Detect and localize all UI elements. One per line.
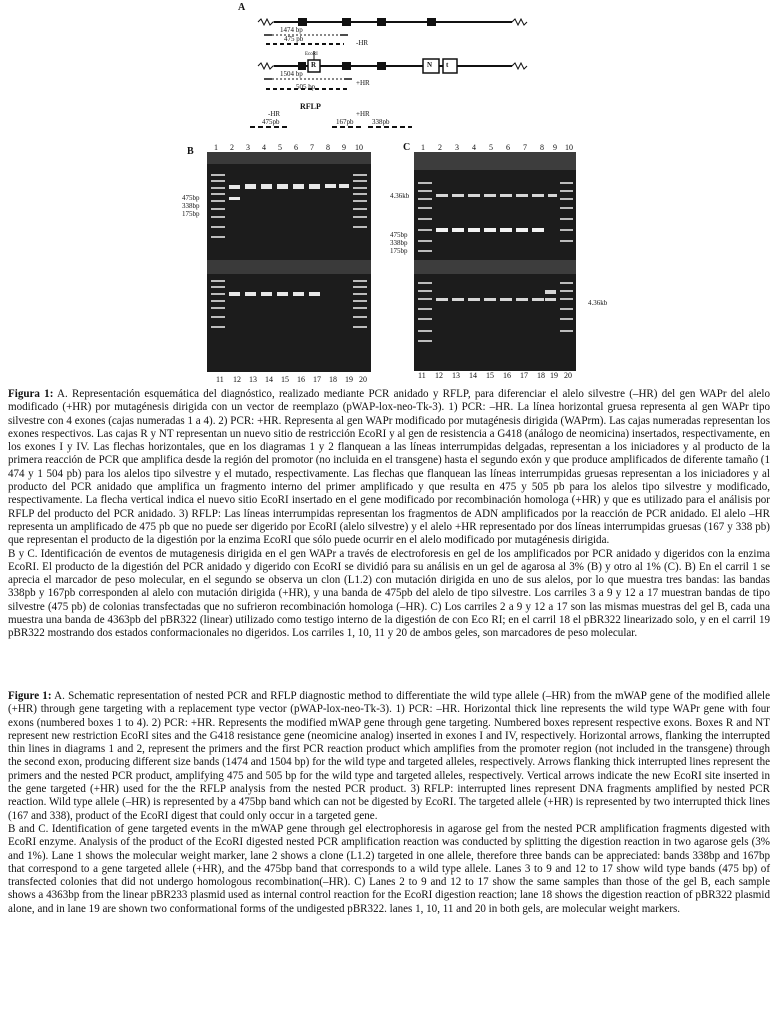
lane-number: 7: [523, 143, 527, 152]
exon-box-4: [427, 18, 436, 26]
caption-es-text-1: A. Representación esquemática del diagnóstico, realizado mediante PCR anidado y RFLP, para diferenciar el alelo silvestre (–HR) del gen WAPr del alelo modificado (+HR) por mutagénesis dirigida con un vector de reemplazo (pWAP-lox-neo-Tk-3). 1) PCR: –HR. La línea horizontal gruesa representa al gen WAPr tipo silvestre con 4 exones (cajas numeradas 1 a 4). 2) PCR: +HR. Representa al gen WAPr modificado por mutagénesis dirigida (WAPrm). Las cajas numeradas representan los exones respectivos. Las cajas R y NT representan un nuevo sitio de restricción EcoRI y al gen de resistencia a G418 (análogo de neomicina) insertados, respectivamente, en los exones I y IV. Las flechas horizontales, que en los diagramas 1 y 2 flanquean a las líneas interrumpidas delgadas, representan a los iniciadores y al producto de la primera reacción de PCR que amplifica desde la región del promotor (no incluida en el transgene) hasta el segundo exón y que produce amplificados de diferente tamaño (1 474 y 1 504 pb) para los alelos tipo silvestre y el mutado, respectivamente. Las flechas que flanquean las líneas interrumpidas gruesas representan a los iniciadores y al producto del PCR anidado que amplifica un fragmento interno del primer amplificado y que resulta en 475 y 505 pb para los alelos tipo silvestre y modificado, respectivamente. La flecha vertical indica el nuevo sitio EcoRI insertado en el gene modificado por recombinación homologa (+HR) y que es utilizado para el análisis por RFLP del producto del PCR anidado. 3) RFLP: Las líneas interrumpidas representan los fragmentos de ADN amplificados por la reacción de PCR anidado. El alelo –HR representa un amplificado de 475 pb que no puede ser digerido por EcoRI (alelo silvestre) y el alelo +HR representado por dos líneas interrumpidas gruesas (167 y 338 pb) que representan el producto de la digestión por la enzima EcoRI que sólo puede ocurrir en el alelo modificado por mutagénesis dirigida.: [8, 388, 771, 547]
lane-number: 12: [233, 375, 241, 384]
exon-box-3: [377, 62, 386, 70]
gel-c-marker-338: 338bp: [390, 239, 408, 247]
gel-b-marker-475: 475bp: [182, 194, 200, 202]
gel-b-marker-338: 338bp: [182, 202, 200, 210]
exon-box-2: [342, 18, 351, 26]
caption-es-label: Figura 1:: [8, 388, 54, 400]
caption-es-paragraph-2: B y C. Identificación de eventos de mutagenesis dirigida en el gen WAPr a través de electroforesis en gel de los amplificados por PCR anidado y digeridos con la enzima EcoRI. El producto de la digestión del PCR anidado y digerido con EcoRI se dividió para su análisis en un gel de agarosa al 3% (B) y otro al 1% (C). B) En el carril 1 se aprecia el marcador de peso molecular, en el segundo se observa un clon (L1.2) con mutación dirigida en uno de sus alelos, por lo que muestra tres bandas: las bandas 338pb y 167pb corresponden al alelo con mutación dirigida (+HR), y una banda de 475pb del alelo de tipo silvestre. Los carriles 3 a 9 y 12 a 17 muestran bandas de tipo silvestre (475 pb) de colonias transfectadas que no sufrieron recombinación homologa (–HR). C) Los carriles 2 a 9 y 12 a 17 son las mismas muestras del gel B, cada una muestra una banda de 4363pb del pBR322 (linear) utilizado como testigo interno de la digestión de con Eco RI; en el carril 18 el pBR322 linearizado solo, y en el carril 19 pBR322 mostrando dos estados conformacionales no digeridos. Los carriles 1, 10, 11 y 20 de ambos geles, son marcadores de peso molecular.: [8, 547, 770, 640]
caption-english: [8, 690, 770, 916]
lane-number: 13: [452, 371, 460, 380]
lane-number: 16: [503, 371, 511, 380]
wildtype-gene-line: [258, 18, 527, 26]
lane-number: 18: [329, 375, 337, 384]
exon-box-1: [298, 18, 307, 26]
lane-number: 15: [281, 375, 289, 384]
lane-number: 10: [355, 143, 363, 152]
gel-c-image: [414, 152, 576, 371]
rflp-minus-bp: 475pb: [262, 118, 280, 126]
lane-number: 8: [326, 143, 330, 152]
rflp-plus-bp1: 167pb: [336, 118, 354, 126]
caption-es-paragraph-1: [8, 388, 770, 548]
rflp-plus-hr: +HR: [356, 110, 370, 118]
rflp-title: RFLP: [300, 102, 321, 111]
lane-number: 17: [313, 375, 321, 384]
hr-minus-bp2: 475 pb: [284, 35, 304, 43]
rflp-plus-bp2: 338pb: [372, 118, 390, 126]
lane-number: 16: [297, 375, 305, 384]
panel-label-a: A: [238, 2, 246, 13]
rflp-minus-hr: -HR: [268, 110, 281, 118]
lane-number: 6: [506, 143, 510, 152]
box-n-label: N: [427, 61, 433, 69]
lane-number: 6: [294, 143, 298, 152]
lane-number: 12: [435, 371, 443, 380]
exon-box-1: [298, 62, 306, 70]
lane-number: 3: [455, 143, 459, 152]
lane-number: 1: [421, 143, 425, 152]
gel-c-marker-175: 175bp: [390, 247, 408, 255]
lane-number: 7: [310, 143, 314, 152]
lane-number: 13: [249, 375, 257, 384]
lane-number: 5: [278, 143, 282, 152]
caption-en-paragraph-2: B and C. Identification of gene targeted events in the mWAP gene through gel electrophoresis in agarose gel from the nested PCR amplification fragments digested with EcoRI enzyme. Analysis of the product of the EcoRI digested nested PCR amplification reaction was conducted by splitting the digestion reaction in two agarose gels (3% and 1%). Lane 1 shows the molecular weight marker, lane 2 shows a clone (L1.2) targeted in one allele, therefore three bands can be appreciated: bands 338bp and 167bp that correspond to a gene targeted allele (+HR), and the 475bp band that corresponds to a wild type allele. Lanes 3 to 9 and 12 to 17 show wild type bands (475 bp) of transfected colonies that did not undergo homologous recombination(–HR). C) Lanes 2 to 9 and 12 to 17 show the same samples than those of the gel B, each sample shows a 4363bp from the linear pBR233 plasmid used as internal control reaction for the EcoRI digestion reaction; lane 18 shows the digestion reaction of pBR322 plasmid alone, and in lane 19 are shown two conformational forms of the undigested pBR322. lanes 1, 10, 11 and 20 in both gels, are molecular weight markers.: [8, 822, 770, 915]
caption-en-label: Figure 1:: [8, 690, 52, 702]
box-r-label: R: [311, 61, 317, 69]
hr-plus-bp1: 1504 bp: [280, 70, 303, 78]
lane-number: 9: [553, 143, 557, 152]
lane-number: 10: [565, 143, 573, 152]
hr-minus-bp1: 1474 bp: [280, 26, 303, 34]
gel-c-marker-475: 475bp: [390, 231, 408, 239]
exon-box-3: [377, 18, 386, 26]
lane-number: 2: [230, 143, 234, 152]
hr-minus-label: -HR: [356, 39, 369, 47]
lane-number: 17: [520, 371, 528, 380]
gel-c-marker-bottom-4.36kb: 4.36kb: [588, 299, 608, 307]
gel-b-marker-175: 175bp: [182, 210, 200, 218]
caption-spanish: [8, 388, 770, 641]
exon-box-2: [342, 62, 351, 70]
panel-label-c: C: [403, 142, 411, 153]
gel-b-image: [207, 152, 371, 372]
gel-c-marker-top-4.36kb: 4.36kb: [390, 192, 410, 200]
lane-number: 14: [265, 375, 273, 384]
lane-number: 1: [214, 143, 218, 152]
caption-en-paragraph-1: [8, 690, 770, 823]
lane-number: 20: [564, 371, 572, 380]
lane-number: 11: [418, 371, 426, 380]
lane-number: 5: [489, 143, 493, 152]
lane-number: 15: [486, 371, 494, 380]
box-t-label: t: [446, 61, 449, 69]
lane-number: 2: [438, 143, 442, 152]
hr-plus-bp2: 505 bp: [296, 83, 316, 91]
lane-number: 18: [537, 371, 545, 380]
lane-number: 19: [345, 375, 353, 384]
lane-number: 3: [246, 143, 250, 152]
panel-label-b: B: [187, 146, 194, 157]
lane-number: 19: [550, 371, 558, 380]
lane-number: 9: [342, 143, 346, 152]
lane-number: 20: [359, 375, 367, 384]
lane-number: 4: [262, 143, 266, 152]
lane-number: 11: [216, 375, 224, 384]
ecori-label: EcoRI: [305, 52, 318, 57]
lane-number: 8: [540, 143, 544, 152]
hr-plus-label: +HR: [356, 79, 370, 87]
lane-number: 4: [472, 143, 476, 152]
lane-number: 14: [469, 371, 477, 380]
caption-en-text-1: A. Schematic representation of nested PCR and RFLP diagnostic method to differentiate the wild type allele (–HR) from the mWAP gene of the modified allele (+HR) through gene targeting with a replacement type vector (pWAP-lox-neo-Tk-3). 1) PCR: –HR. Horizontal thick line represents the wild type WAPr gene with four exons (numbered boxes 1 to 4). 2) PCR: +HR. Represents the modified mWAP gene through gene targeting. Numbered boxes represent respective exons. Boxes R and NT represent new restriction EcoRI sites and the G418 resistance gene (neomicine analog) inserted in exones I and IV, respectively. Horizontal arrows, flanking the interrupted thin lines in diagrams 1 and 2, represent the primers and the first PCR reaction product which amplifies from the promoter region (not included in the transgene) through the second exon, producing different size bands (1474 and 1504 bp) for the wild type and targeted alleles, respectively. Arrows flanking thick interrupted lines represent the primers and the nested PCR product, amplifying 475 and 505 bp for the wild type and targeted alleles, respectively. Vertical arrows indicate the new EcoRI site inserted in the gene targeted (+HR) used for the the RFLP analysis from the nested PCR product. 3) RFLP: interrupted lines represent DNA fragments amplified by nested PCR reaction. Wild type allele (–HR) is represented by a 475bp band which can not be digested by EcoRI. The targeted allele (+HR) is represented by two interrupted thick lines (167 and 338), product of the EcoRI digest that could only occur in a targeted gene.: [8, 690, 770, 822]
